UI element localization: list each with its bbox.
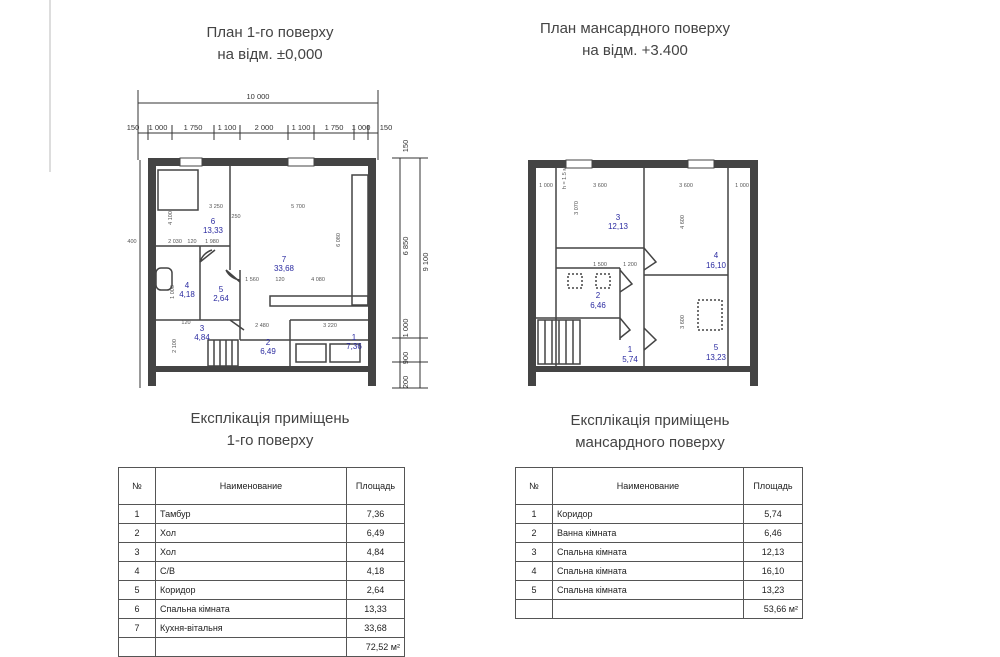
dim-inner: 3 070 [574, 201, 580, 215]
table2 [515, 467, 803, 619]
table-header-row [119, 468, 405, 505]
total-area: 53,66 м² [744, 600, 803, 619]
dim-right: 6 850 [401, 236, 410, 256]
dim-inner: 1 000 [170, 285, 176, 299]
table-row [516, 562, 803, 581]
dim-inner: 400 [127, 239, 137, 245]
table-row [119, 562, 405, 581]
room-number: 2 [265, 338, 271, 347]
dim-top: 150 [126, 123, 140, 132]
col-header-name: Наименование [156, 468, 347, 505]
cell-area: 7,36 [347, 505, 405, 524]
dim-top: 1 000 [148, 123, 168, 132]
dim-inner: 4 080 [311, 277, 325, 283]
table-total-row [516, 600, 803, 619]
dim-inner: 6 080 [336, 233, 342, 247]
cell-name: Хол [156, 524, 347, 543]
dim-top: 1 100 [291, 123, 311, 132]
table1 [118, 467, 405, 657]
cell-number: 1 [119, 505, 156, 524]
room-number: 6 [210, 217, 216, 226]
room-area: 13,23 [705, 353, 727, 362]
room-number: 7 [281, 255, 287, 264]
room-area: 4,84 [194, 333, 210, 342]
cell-area: 5,74 [744, 505, 803, 524]
room-number: 1 [627, 345, 633, 354]
col-header-number: № [516, 468, 553, 505]
cell-number: 3 [119, 543, 156, 562]
table-total-row [119, 638, 405, 657]
col-header-area: Площадь [744, 468, 803, 505]
table-row [516, 524, 803, 543]
dim-inner: 3 600 [679, 183, 693, 189]
dim-right: 150 [401, 139, 410, 153]
dim-inner: 120 [187, 239, 197, 245]
dim-inner: 4 600 [680, 215, 686, 229]
cell-number: 4 [119, 562, 156, 581]
cell-area: 12,13 [744, 543, 803, 562]
dim-inner: h = 1.5 м [562, 166, 568, 190]
room-area: 13,33 [202, 226, 224, 235]
room-area: 12,13 [607, 222, 629, 231]
cell-area: 13,33 [347, 600, 405, 619]
dim-top: 1 750 [183, 123, 203, 132]
room-area: 2,64 [213, 294, 229, 303]
cell-number: 4 [516, 562, 553, 581]
dim-inner: 1 000 [539, 183, 553, 189]
room-number: 5 [218, 285, 224, 294]
dim-inner: 4 100 [168, 211, 174, 225]
table-row [119, 524, 405, 543]
table-row [119, 581, 405, 600]
cell-name: Тамбур [156, 505, 347, 524]
cell-area: 33,68 [347, 619, 405, 638]
total-area: 72,52 м² [347, 638, 405, 657]
table-row [516, 505, 803, 524]
cell-area: 6,46 [744, 524, 803, 543]
cell-number: 1 [516, 505, 553, 524]
dim-inner: 250 [231, 214, 241, 220]
room-area: 16,10 [705, 261, 727, 270]
room-area: 5,74 [622, 355, 638, 364]
dim-right: 9 100 [421, 252, 430, 272]
table-row [119, 619, 405, 638]
room-number: 3 [615, 213, 621, 222]
dim-inner: 3 250 [209, 204, 223, 210]
room-area: 6,49 [260, 347, 276, 356]
dim-inner: 3 600 [680, 315, 686, 329]
cell-area: 4,18 [347, 562, 405, 581]
table1-title: Експлікація приміщень 1-го поверху [190, 410, 350, 449]
col-header-name: Наименование [553, 468, 744, 505]
room-number: 4 [184, 281, 190, 290]
dim-inner: 120 [181, 320, 191, 326]
cell-name: Кухня-вітальня [156, 619, 347, 638]
dim-top: 2 000 [254, 123, 274, 132]
room-area: 6,46 [590, 301, 606, 310]
dim-right: 200 [401, 375, 410, 389]
dim-top: 150 [379, 123, 393, 132]
cell-name: Спальна кімната [553, 581, 744, 600]
col-header-area: Площадь [347, 468, 405, 505]
room-number: 3 [199, 324, 205, 333]
dim-inner: 120 [275, 277, 285, 283]
dim-top: 1 000 [351, 123, 371, 132]
cell-number: 6 [119, 600, 156, 619]
cell-number: 2 [516, 524, 553, 543]
cell-name: Спальна кімната [553, 543, 744, 562]
dim-inner: 5 700 [291, 204, 305, 210]
cell-area: 4,84 [347, 543, 405, 562]
dim-inner: 2 030 [168, 239, 182, 245]
table-row [516, 581, 803, 600]
cell-name: Спальна кімната [156, 600, 347, 619]
dim-inner: 1 500 [593, 262, 607, 268]
dim-inner: 1 560 [245, 277, 259, 283]
dim-inner: 2 100 [172, 339, 178, 353]
dim-inner: 3 600 [593, 183, 607, 189]
cell-name: Спальна кімната [553, 562, 744, 581]
dim-top: 1 100 [217, 123, 237, 132]
table-row [119, 600, 405, 619]
cell-name: Коридор [156, 581, 347, 600]
room-area: 4,18 [179, 290, 195, 299]
cell-name: С/В [156, 562, 347, 581]
dim-top: 1 750 [324, 123, 344, 132]
cell-area: 13,23 [744, 581, 803, 600]
cell-number: 2 [119, 524, 156, 543]
dim-inner: 1 000 [735, 183, 749, 189]
cell-name: Ванна кімната [553, 524, 744, 543]
cell-area: 2,64 [347, 581, 405, 600]
table-row [119, 505, 405, 524]
dim-right: 900 [401, 351, 410, 365]
dim-overall: 10 000 [246, 92, 270, 101]
table-row [119, 543, 405, 562]
plan2-title: План мансардного поверху на відм. +3.400 [540, 20, 730, 59]
table-header-row [516, 468, 803, 505]
cell-name: Хол [156, 543, 347, 562]
room-number: 4 [713, 251, 719, 260]
room-area: 33,68 [273, 264, 295, 273]
col-header-number: № [119, 468, 156, 505]
room-number: 1 [351, 333, 357, 342]
table-row [516, 543, 803, 562]
dim-inner: 2 480 [255, 323, 269, 329]
cell-number: 5 [119, 581, 156, 600]
cell-name: Коридор [553, 505, 744, 524]
room-area: 7,36 [346, 342, 362, 351]
table2-title: Експлікація приміщень мансардного поверху [570, 412, 730, 451]
plan1-title: План 1-го поверху на відм. ±0,000 [206, 24, 334, 63]
cell-number: 3 [516, 543, 553, 562]
dim-inner: 1 200 [623, 262, 637, 268]
dim-inner: 1 980 [205, 239, 219, 245]
cell-area: 16,10 [744, 562, 803, 581]
cell-number: 7 [119, 619, 156, 638]
room-number: 2 [595, 291, 601, 300]
dim-right: 1 000 [401, 318, 410, 338]
cell-number: 5 [516, 581, 553, 600]
dim-inner: 3 220 [323, 323, 337, 329]
room-number: 5 [713, 343, 719, 352]
cell-area: 6,49 [347, 524, 405, 543]
